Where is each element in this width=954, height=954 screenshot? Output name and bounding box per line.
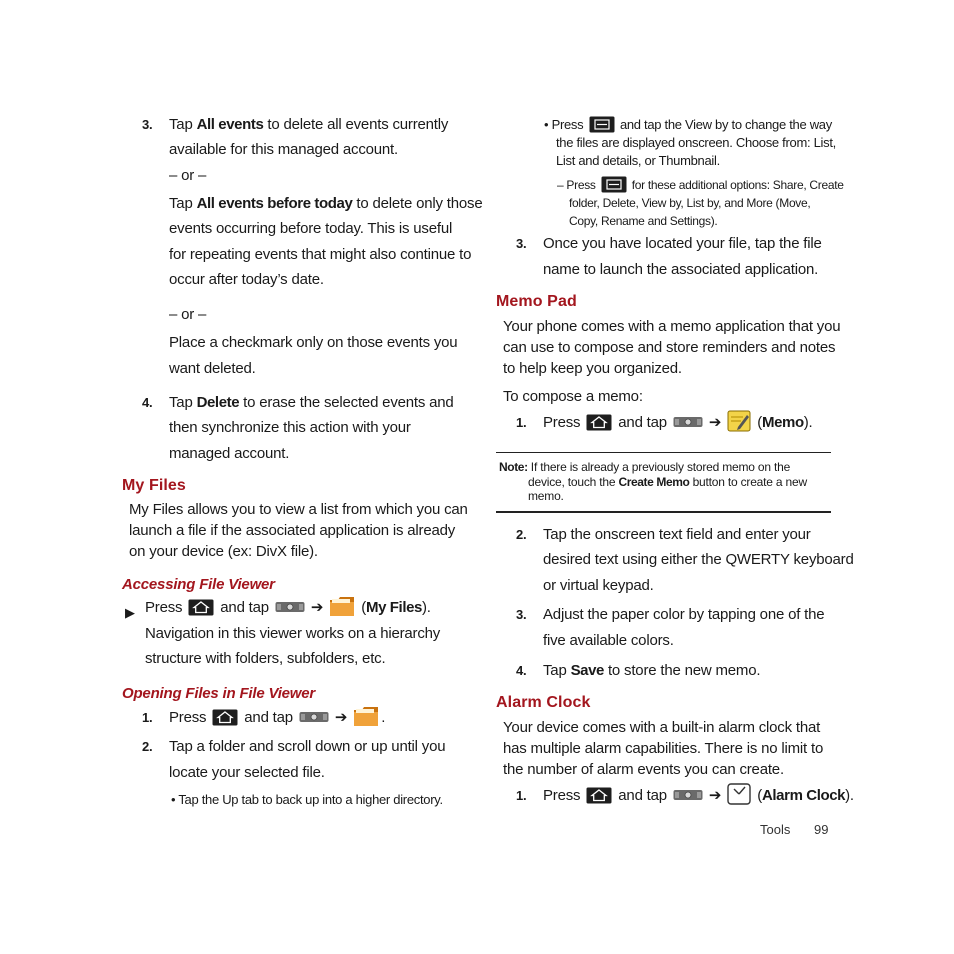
or-separator: – or – (169, 167, 207, 184)
step-text: Tap All events before today to delete only those (169, 195, 483, 212)
home-key-icon (586, 787, 612, 804)
home-key-icon (188, 599, 214, 616)
section-heading-memo-pad: Memo Pad (496, 293, 577, 310)
memo-icon (727, 410, 751, 432)
body-text: To compose a memo: (503, 388, 643, 405)
home-key-icon (212, 709, 238, 726)
note-label: Note: (499, 460, 528, 474)
step-text: Tap Delete to erase the selected events and (169, 394, 454, 411)
step-text: Tap a folder and scroll down or up until you (169, 738, 446, 755)
body-text: the number of alarm events you can create. (503, 761, 784, 778)
step-number: 2. (516, 527, 527, 542)
step-text: structure with folders, subfolders, etc. (145, 650, 386, 667)
step-text: for repeating events that might also continue to (169, 246, 472, 263)
dash-item: – Press for these additional options: Share, Create (557, 178, 844, 192)
note-bottom-rule (496, 511, 831, 513)
step-number: 1. (516, 415, 527, 430)
step-text: Place a checkmark only on those events you (169, 334, 458, 351)
my-files-folder-icon (353, 705, 379, 727)
bullet-item: • Tap the Up tab to back up into a higher directory. (171, 792, 443, 807)
section-heading-alarm-clock: Alarm Clock (496, 694, 591, 711)
page-number: 99 (814, 822, 829, 837)
body-text: can use to compose and store reminders and notes (503, 339, 836, 356)
bullet-dot: • (171, 792, 176, 807)
section-heading-my-files: My Files (122, 477, 186, 494)
bullet-text: List and details, or Thumbnail. (556, 153, 720, 168)
step-number: 4. (142, 395, 153, 410)
body-text: My Files allows you to view a list from which you can (129, 501, 468, 518)
step-text: Tap Save to store the new memo. (543, 662, 761, 679)
note-top-rule (496, 452, 831, 453)
body-text: to help keep you organized. (503, 360, 682, 377)
menu-key-icon (589, 116, 615, 133)
menu-key-icon (601, 176, 627, 193)
bullet-dot: • (544, 117, 549, 132)
body-text: has multiple alarm capabilities. There is no limit to (503, 740, 824, 757)
dash-text: folder, Delete, View by, List by, and More (Move, (569, 196, 811, 210)
step-text: or virtual keypad. (543, 577, 654, 594)
applications-icon (299, 711, 329, 723)
step-number: 2. (142, 739, 153, 754)
step-text: Navigation in this viewer works on a hierarchy (145, 625, 441, 642)
applications-icon (673, 416, 703, 428)
or-separator: – or – (169, 306, 207, 323)
my-files-folder-icon (329, 595, 355, 617)
step-text: want deleted. (169, 360, 256, 377)
step-number: 1. (516, 788, 527, 803)
note-box: Note: If there is already a previously stored memo on the device, touch the Create Memo button to create a new memo. (499, 460, 807, 503)
step-text: Tap the onscreen text field and enter your (543, 526, 811, 543)
step-text: then synchronize this action with your (169, 419, 411, 436)
step-text: Press and tap ➔ (Memo). (543, 410, 813, 436)
step-text: locate your selected file. (169, 764, 325, 781)
home-key-icon (586, 414, 612, 431)
bullet-text: the files are displayed onscreen. Choose from: List, (556, 135, 836, 150)
body-text: launch a file if the associated application is already (129, 522, 456, 539)
step-number: 3. (142, 117, 153, 132)
step-text: managed account. (169, 445, 290, 462)
applications-icon (275, 601, 305, 613)
step-text: five available colors. (543, 632, 674, 649)
alarm-clock-icon (727, 783, 751, 805)
step-number: 4. (516, 663, 527, 678)
step-number: 3. (516, 236, 527, 251)
subsection-heading-opening: Opening Files in File Viewer (122, 685, 316, 702)
applications-icon (673, 789, 703, 801)
body-text: Your device comes with a built-in alarm clock that (503, 719, 821, 736)
step-text: Press and tap ➔ (Alarm Clock). (543, 783, 854, 809)
subsection-heading-accessing: Accessing File Viewer (122, 576, 275, 593)
step-text: desired text using either the QWERTY keyboard (543, 551, 854, 568)
step-number: 3. (516, 607, 527, 622)
step-text: Press and tap ➔ (My Files). (145, 595, 431, 621)
step-text: occur after today’s date. (169, 271, 324, 288)
footer-section: Tools (760, 822, 791, 837)
step-text: available for this managed account. (169, 141, 398, 158)
step-text: Adjust the paper color by tapping one of the (543, 606, 825, 623)
body-text: Your phone comes with a memo application that you (503, 318, 841, 335)
triangle-bullet-icon: ▶ (125, 605, 135, 620)
step-text: Once you have located your file, tap the file (543, 235, 822, 252)
bullet-item: • Press and tap the View by to change the way (544, 117, 832, 132)
step-text: events occurring before today. This is useful (169, 220, 453, 237)
step-number: 1. (142, 710, 153, 725)
dash-text: Copy, Rename and Settings). (569, 214, 718, 228)
step-text: Tap All events to delete all events currently (169, 116, 449, 133)
step-text: name to launch the associated application. (543, 261, 819, 278)
step-text: Press and tap ➔ . (169, 705, 385, 731)
body-text: on your device (ex: DivX file). (129, 543, 318, 560)
